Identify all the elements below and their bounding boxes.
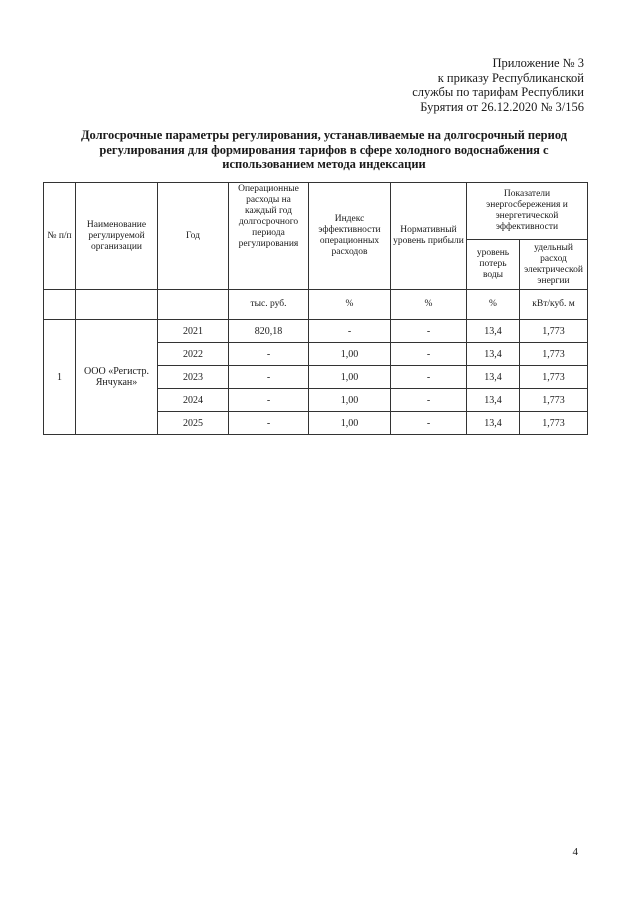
title-line: Долгосрочные параметры регулирования, устанавливаемые на долгосрочный период xyxy=(80,128,568,142)
document-title xyxy=(50,128,598,172)
header-org: Наименование регулируемой организации xyxy=(76,183,158,290)
header-electricity: удельный расход электрической энергии xyxy=(520,240,588,290)
header-profit: Нормативный уровень прибыли xyxy=(391,183,467,290)
cell-eff-index: 1,00 xyxy=(309,366,391,389)
cell-opex: - xyxy=(229,389,309,412)
annex-line: Бурятия от 26.12.2020 № 3/156 xyxy=(420,99,584,114)
header-water-loss: уровень потерь воды xyxy=(467,240,520,290)
cell-eff-index: 1,00 xyxy=(309,343,391,366)
cell-year: 2025 xyxy=(158,412,229,435)
annex-reference xyxy=(412,56,584,114)
org-name: ООО «Регистр. Янчукан» xyxy=(76,320,158,435)
cell-year: 2023 xyxy=(158,366,229,389)
regulation-parameters-table xyxy=(43,182,588,435)
unit-opex: тыс. руб. xyxy=(229,290,309,320)
cell-profit: - xyxy=(391,320,467,343)
cell-eff-index: 1,00 xyxy=(309,389,391,412)
units-row xyxy=(44,290,588,320)
cell-eff-index: 1,00 xyxy=(309,412,391,435)
cell-water-loss: 13,4 xyxy=(467,389,520,412)
cell-electricity: 1,773 xyxy=(520,389,588,412)
header-opex: Операционные расходы на каждый год долгосрочного периода регулирования xyxy=(229,183,309,290)
units-empty-cell xyxy=(44,290,76,320)
cell-opex: - xyxy=(229,366,309,389)
cell-eff-index: - xyxy=(309,320,391,343)
title-line: регулирования для формирования тарифов в сфере холодного водоснабжения с xyxy=(99,142,549,157)
unit-electricity: кВт/куб. м xyxy=(520,290,588,320)
cell-profit: - xyxy=(391,412,467,435)
org-num: 1 xyxy=(44,320,76,435)
cell-water-loss: 13,4 xyxy=(467,366,520,389)
cell-opex: - xyxy=(229,343,309,366)
annex-line: к приказу Республиканской xyxy=(437,70,584,85)
cell-water-loss: 13,4 xyxy=(467,343,520,366)
units-empty-cell xyxy=(76,290,158,320)
cell-opex: 820,18 xyxy=(229,320,309,343)
annex-line: Приложение № 3 xyxy=(492,56,584,70)
cell-opex: - xyxy=(229,412,309,435)
header-eff-index: Индекс эффективности операционных расходов xyxy=(309,183,391,290)
units-empty-cell xyxy=(158,290,229,320)
cell-electricity: 1,773 xyxy=(520,412,588,435)
cell-year: 2024 xyxy=(158,389,229,412)
cell-year: 2021 xyxy=(158,320,229,343)
cell-profit: - xyxy=(391,389,467,412)
cell-electricity: 1,773 xyxy=(520,320,588,343)
annex-line: службы по тарифам Республики xyxy=(412,85,584,99)
cell-profit: - xyxy=(391,366,467,389)
header-year: Год xyxy=(158,183,229,290)
unit-water-loss: % xyxy=(467,290,520,320)
cell-year: 2022 xyxy=(158,343,229,366)
cell-electricity: 1,773 xyxy=(520,366,588,389)
cell-water-loss: 13,4 xyxy=(467,412,520,435)
page-number: 4 xyxy=(572,846,578,858)
header-num: № п/п xyxy=(44,183,76,290)
table-row xyxy=(44,320,588,343)
title-line: использованием метода индексации xyxy=(222,157,426,171)
cell-profit: - xyxy=(391,343,467,366)
cell-water-loss: 13,4 xyxy=(467,320,520,343)
unit-eff-index: % xyxy=(309,290,391,320)
unit-profit: % xyxy=(391,290,467,320)
header-energy-group: Показатели энергосбережения и энергетической эффективности xyxy=(467,183,588,240)
cell-electricity: 1,773 xyxy=(520,343,588,366)
